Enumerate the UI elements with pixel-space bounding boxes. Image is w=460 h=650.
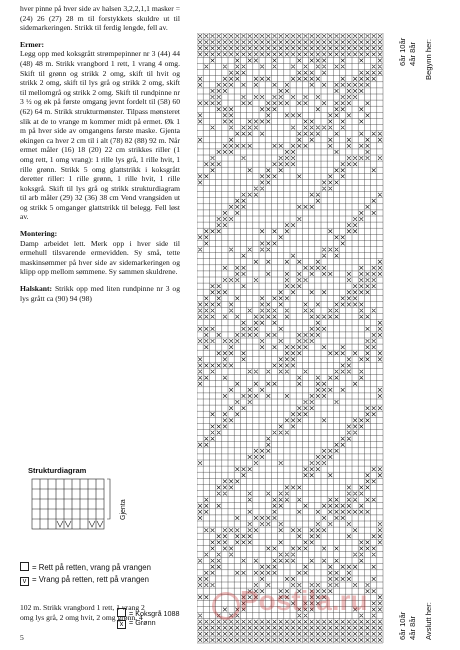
- gjenta-label: Gjenta: [120, 499, 127, 520]
- empty-square-icon: [117, 608, 126, 617]
- ermer-section: [20, 40, 180, 222]
- halskant-heading: Halskant:: [20, 284, 53, 294]
- montering-text: Damp arbeidet lett. Merk opp i hver side til ermehull tilsvarende ermevidden. Sy små, tette maskinsømmer på hver side av sidemarkeringen og klipp opp mellom sømmene. Sy sammen skuldrene.: [20, 238, 180, 277]
- halskant-section: [20, 284, 180, 303]
- watermark-logo-icon: [212, 592, 240, 620]
- chart-label-top-begin: Begynn her:: [424, 39, 433, 80]
- x-square-icon: x: [117, 620, 126, 629]
- structure-diagram-grid: [28, 475, 133, 537]
- text-column: [20, 4, 180, 310]
- ermer-text: Legg opp med koksgrått strømpepinner nr 3 (44) 44 (48) 48 m. Strikk vrangbord 1 rett, 1 vrang 4 omg. Skift til grønn og strikk 2 omg, skift til hvit og strikk 2 omg, skift til lys grå og strikk 2 omg, skift til mellomgrå og strikk 2 omg. Skift til rundpinne nr 3 ½ og øk på første omgang jevnt fordelt til (58) 60 (62) 64 m. Strikk strukturmønster. Tilpass mønsteret slik at de to vrange m kommer midt på ermet. Øk 1 m på hver side av omgangens første maske. Gjenta økingen ca hver 2 cm til i alt (78) 82 (88) 92 m. Når ermet måler (16) 18 (20) 22 cm strikkes riller (1 omg rett, 1 omg vrang): 1 rille lys grå, 1 rille hvit, 1 rille grønn. Strikk 5 omg glattstrikk i koksgrått deretter riller: 1 rille grønn, 1 rille hvit, 1 rille koksgrå. Skift til lys grå og strikk strukturdiagram til arb måler (29) 32 (36) 38 cm Vend vrangsiden ut og strikk 5 omganger glattstrikk til belegg. Fell løst av.: [20, 49, 180, 222]
- empty-square-icon: [20, 562, 29, 571]
- chart-label-bot-end: Avslutt her:: [424, 602, 433, 640]
- page-number: 5: [20, 633, 24, 642]
- color-legend: [117, 608, 180, 629]
- chart-label-bot-size-2: 4år 8år: [408, 615, 417, 640]
- v-square-icon: v: [20, 577, 29, 586]
- legend-gronn: x = Grønn: [117, 618, 180, 629]
- watermark: Postila.ru: [240, 585, 368, 616]
- legend-koksgra: = Koksgrå 1088: [117, 608, 180, 618]
- chart-label-top-size-2: 4år 8år: [408, 41, 417, 66]
- continuation-text: 102 m. Strikk vrangbord 1 rett, 1 vrang 2 omg lys grå, 2 omg hvit, 2 omg grønn, 4: [20, 603, 145, 622]
- structure-diagram: [28, 466, 138, 542]
- halskant-text: Strikk opp med liten rundpinne nr 3 og lys grått ca (90) 94 (98): [20, 284, 180, 303]
- montering-section: [20, 229, 180, 277]
- intro-paragraph: hver pinne på hver side av halsen 3,2,2,1,1 masker = (24) 26 (27) 28 m til forstykkets skuldre ut til sidemarkeringen. Strikk til ferdig lengde, fell av.: [20, 4, 180, 33]
- knitting-chart: [197, 33, 385, 645]
- ermer-heading: Ermer:: [20, 39, 45, 49]
- structure-diagram-title: Strukturdiagram: [28, 466, 87, 475]
- legend-purl: v = Vrang på retten, rett på vrangen: [20, 574, 151, 586]
- montering-heading: Montering:: [20, 229, 58, 239]
- chart-label-bot-size-1: 6år 10år: [398, 611, 407, 640]
- legend-knit: = Rett på retten, vrang på vrangen: [20, 562, 151, 574]
- stitch-legend: [20, 562, 151, 586]
- chart-label-top-size-1: 6år 10år: [398, 37, 407, 66]
